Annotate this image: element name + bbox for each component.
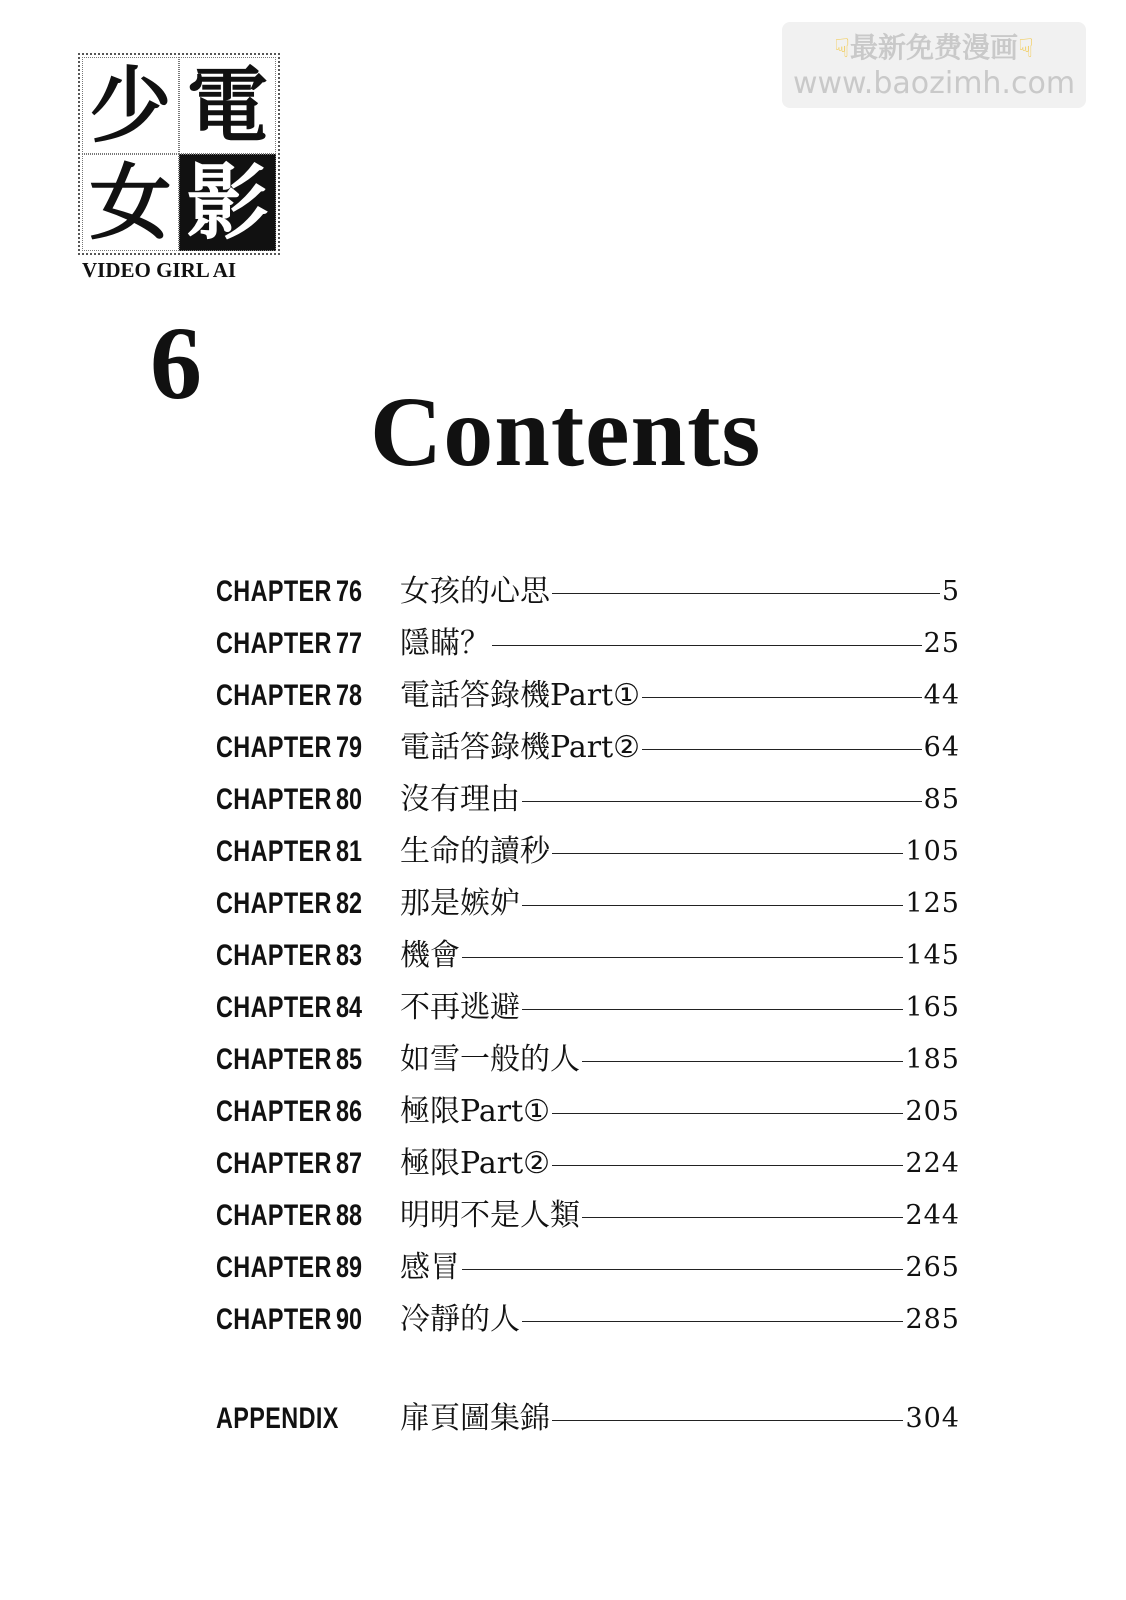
- chapter-number: 81: [336, 835, 363, 868]
- page-number: 304: [903, 1399, 960, 1439]
- toc-entry: [216, 676, 960, 716]
- toc-entry: [216, 1144, 960, 1184]
- chapter-title: 感冒: [400, 1248, 462, 1288]
- chapter-number: 78: [336, 679, 363, 712]
- watermark: [782, 22, 1086, 108]
- logo-char: 影: [179, 154, 276, 251]
- chapter-label: CHAPTER: [216, 835, 332, 868]
- watermark-url: www.baozimh.com: [792, 66, 1076, 101]
- chapter-label: CHAPTER: [216, 783, 332, 816]
- chapter-number: 89: [336, 1251, 363, 1284]
- chapter-label: CHAPTER: [216, 1199, 332, 1232]
- chapter-number: 87: [336, 1147, 363, 1180]
- toc-entry: [216, 728, 960, 768]
- page-number: 85: [922, 780, 960, 820]
- chapter-label: CHAPTER: [216, 1147, 332, 1180]
- chapter-label: CHAPTER: [216, 1251, 332, 1284]
- chapter-title: 極限Part②: [400, 1144, 552, 1184]
- page-number: 165: [903, 988, 960, 1028]
- chapter-number: 76: [336, 575, 363, 608]
- chapter-title: 如雪一般的人: [400, 1040, 582, 1080]
- page-number: 185: [903, 1040, 960, 1080]
- chapter-label: CHAPTER: [216, 887, 332, 920]
- page-number: 64: [922, 728, 960, 768]
- page-number: 244: [903, 1196, 960, 1236]
- toc-entry: [216, 780, 960, 820]
- toc-entry: [216, 936, 960, 976]
- toc-entry: [216, 1196, 960, 1236]
- chapter-number: 77: [336, 627, 363, 660]
- chapter-label: CHAPTER: [216, 1303, 332, 1336]
- logo-subtitle: VIDEO GIRL AI: [82, 258, 237, 282]
- chapter-title: 隱瞞？: [400, 624, 492, 664]
- chapter-number: 82: [336, 887, 363, 920]
- watermark-text: 最新免费漫画: [849, 31, 1018, 64]
- chapter-label: CHAPTER: [216, 679, 332, 712]
- chapter-number: 83: [336, 939, 363, 972]
- chapter-title: 明明不是人類: [400, 1196, 582, 1236]
- appendix-label: APPENDIX: [216, 1402, 339, 1435]
- toc-entry-appendix: [216, 1399, 960, 1439]
- toc-entry: [216, 1300, 960, 1340]
- chapter-number: 88: [336, 1199, 363, 1232]
- logo: [82, 57, 276, 251]
- toc-entry: [216, 1248, 960, 1288]
- page-number: 44: [922, 676, 960, 716]
- page-number: 105: [903, 832, 960, 872]
- chapter-title: 電話答錄機Part①: [400, 676, 642, 716]
- chapter-title: 機會: [400, 936, 462, 976]
- chapter-label: CHAPTER: [216, 627, 332, 660]
- toc-entry: [216, 988, 960, 1028]
- appendix-title: 扉頁圖集錦: [400, 1399, 552, 1439]
- toc-entry: [216, 1092, 960, 1132]
- chapter-number: 80: [336, 783, 363, 816]
- chapter-title: 沒有理由: [400, 780, 522, 820]
- toc-entry: [216, 624, 960, 664]
- leader-line: [400, 1269, 960, 1270]
- chapter-label: CHAPTER: [216, 1095, 332, 1128]
- pointing-hand-icon: ☟: [1018, 34, 1034, 64]
- chapter-number: 79: [336, 731, 363, 764]
- page-number: 265: [903, 1248, 960, 1288]
- chapter-title: 生命的讀秒: [400, 832, 552, 872]
- volume-number: 6: [150, 306, 202, 421]
- chapter-label: CHAPTER: [216, 575, 332, 608]
- chapter-title: 那是嫉妒: [400, 884, 522, 924]
- chapter-title: 冷靜的人: [400, 1300, 522, 1340]
- chapter-title: 電話答錄機Part②: [400, 728, 642, 768]
- chapter-label: CHAPTER: [216, 991, 332, 1024]
- toc-entry: [216, 1040, 960, 1080]
- logo-char: 電: [179, 57, 276, 154]
- chapter-title: 女孩的心思: [400, 572, 552, 612]
- chapter-number: 86: [336, 1095, 363, 1128]
- chapter-label: CHAPTER: [216, 731, 332, 764]
- pointing-hand-icon: ☟: [834, 34, 850, 64]
- chapter-number: 85: [336, 1043, 363, 1076]
- chapter-title: 極限Part①: [400, 1092, 552, 1132]
- page-number: 205: [903, 1092, 960, 1132]
- chapter-label: CHAPTER: [216, 939, 332, 972]
- leader-line: [400, 957, 960, 958]
- chapter-title: 不再逃避: [400, 988, 522, 1028]
- page-number: 25: [922, 624, 960, 664]
- page-number: 5: [940, 572, 960, 612]
- chapter-label: CHAPTER: [216, 1043, 332, 1076]
- page-title: Contents: [370, 376, 762, 487]
- page-number: 145: [903, 936, 960, 976]
- page-number: 224: [903, 1144, 960, 1184]
- logo-char: 女: [82, 154, 179, 251]
- toc-entry: [216, 572, 960, 612]
- chapter-number: 90: [336, 1303, 363, 1336]
- logo-char: 少: [82, 57, 179, 154]
- toc-entry: [216, 832, 960, 872]
- toc-entry: [216, 884, 960, 924]
- page-number: 125: [903, 884, 960, 924]
- page-number: 285: [903, 1300, 960, 1340]
- chapter-number: 84: [336, 991, 363, 1024]
